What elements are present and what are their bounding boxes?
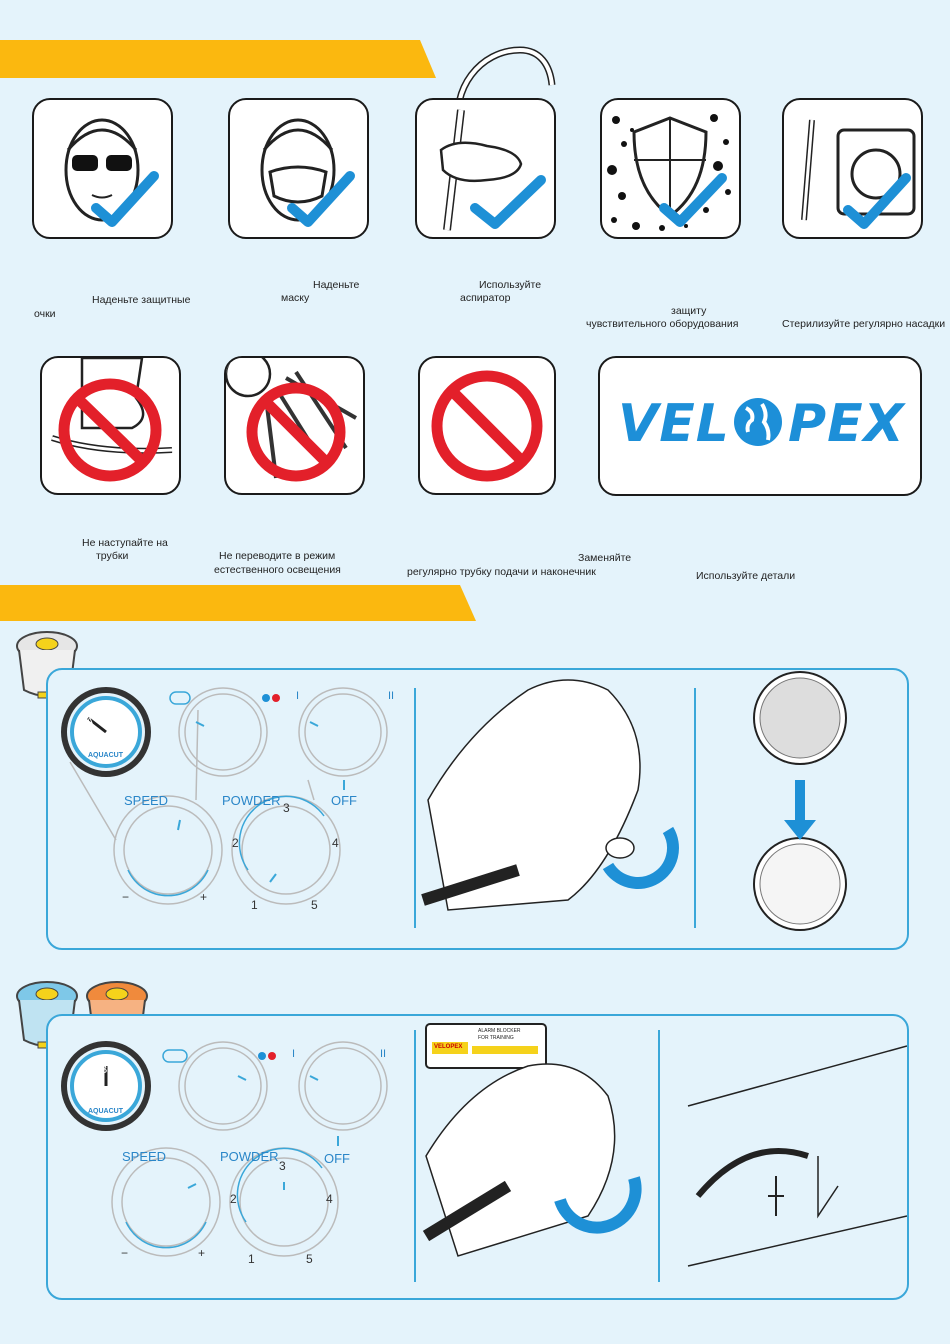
mode-one-label-2: I: [292, 1048, 296, 1060]
powder-label-2: POWDER: [220, 1149, 279, 1164]
label-replace-line2: регулярно трубку подачи и наконечник: [407, 566, 596, 578]
label-goggles-line2: очки: [34, 308, 56, 320]
shield-box: [600, 98, 741, 239]
label-no-step-line1: Не наступайте на: [82, 537, 168, 549]
panel-2-divider-1: [414, 1030, 416, 1282]
panel-2-divider-2: [658, 1030, 660, 1282]
powder-num-4-2: 4: [326, 1192, 333, 1206]
no-symbol-icon: [420, 358, 554, 493]
speed-label: SPEED: [124, 793, 169, 808]
label-aspirator-line1: Используйте: [479, 279, 542, 291]
no-symbol-box: [418, 356, 556, 495]
globe-icon: [732, 396, 784, 448]
label-no-light-line2: естественного освещения: [214, 564, 341, 576]
speed-minus: −: [122, 890, 130, 904]
gauge-brand-2: AQUACUT: [88, 1108, 123, 1115]
no-step-box: [40, 356, 181, 495]
mode-two-label-2: II: [380, 1048, 387, 1060]
autoclave-box: [782, 98, 923, 239]
speed-plus-2: +: [198, 1246, 206, 1260]
instruction-panel-1: [46, 668, 909, 950]
label-use-parts: Используйте детали: [696, 570, 796, 582]
section-banner-top: [0, 40, 436, 78]
goggles-icon: [34, 100, 171, 237]
powder-num-5: 5: [311, 898, 318, 912]
speed-label-2: SPEED: [122, 1149, 167, 1164]
powder-num-5-2: 5: [306, 1252, 313, 1266]
label-aspirator-line2: аспиратор: [460, 292, 511, 304]
cartridge-line2: FOR TRAINING: [478, 1035, 514, 1041]
panel-1-divider-1: [414, 688, 416, 928]
powder-num-1: 1: [251, 898, 258, 912]
goggles-box: [32, 98, 173, 239]
aspirator-icon: [417, 100, 554, 237]
label-mask-line2: маску: [281, 292, 310, 304]
panel-1-divider-2: [694, 688, 696, 928]
instruction-panel-2: [46, 1014, 909, 1300]
label-shield-line2: чувствительного оборудования: [586, 318, 739, 330]
label-replace-line1: Заменяйте: [578, 552, 632, 564]
brand-logo-right: PEX: [788, 394, 905, 454]
powder-num-2-2: 2: [230, 1192, 237, 1206]
label-shield-line1: защиту: [671, 305, 707, 317]
powder-num-3-2: 3: [279, 1159, 286, 1173]
mode-one-label: I: [296, 690, 300, 702]
velopex-logo-box: [598, 356, 922, 496]
brand-logo-left: VEL: [618, 394, 730, 454]
section-banner-middle: [0, 585, 476, 621]
powder-num-3: 3: [283, 801, 290, 815]
gauge-brand: AQUACUT: [88, 752, 123, 759]
speed-minus-2: −: [121, 1246, 129, 1260]
label-no-light-line1: Не переводите в режим: [219, 550, 336, 562]
gauge-letter-c: C: [114, 714, 122, 726]
aspirator-box: [415, 98, 556, 239]
speed-plus: +: [200, 890, 208, 904]
gauge-letter-a: A: [86, 716, 94, 728]
label-no-step-line2: трубки: [96, 550, 129, 562]
shield-icon: [602, 100, 739, 237]
label-mask-line1: Наденьте: [313, 279, 360, 291]
cartridge-line1: ALARM BLOCKER: [478, 1028, 521, 1034]
cartridge-brand: VELOPEX: [434, 1044, 463, 1050]
powder-num-4: 4: [332, 836, 339, 850]
no-light-box: [224, 356, 365, 495]
label-goggles-line1: Наденьте защитные: [92, 294, 191, 306]
mask-icon: [230, 100, 367, 237]
mode-two-label: II: [388, 690, 395, 702]
powder-num-2: 2: [232, 836, 239, 850]
powder-num-1-2: 1: [248, 1252, 255, 1266]
gauge-letter-b: B: [100, 710, 108, 722]
gauge-letter-b-2: B: [100, 1064, 108, 1076]
label-autoclave: Стерилизуйте регулярно насадки: [782, 318, 946, 330]
off-label: OFF: [331, 793, 357, 808]
no-step-tube-icon: [42, 358, 179, 493]
off-label-2: OFF: [324, 1151, 350, 1166]
gauge-letter-c-2: C: [114, 1068, 122, 1080]
powder-label: POWDER: [222, 793, 281, 808]
control-panel-drawing-2: [48, 1016, 907, 1298]
autoclave-icon: [784, 100, 921, 237]
no-natural-light-icon: [226, 358, 363, 493]
control-panel-drawing-1: [48, 670, 907, 948]
mask-box: [228, 98, 369, 239]
gauge-letter-a-2: A: [86, 1070, 94, 1082]
